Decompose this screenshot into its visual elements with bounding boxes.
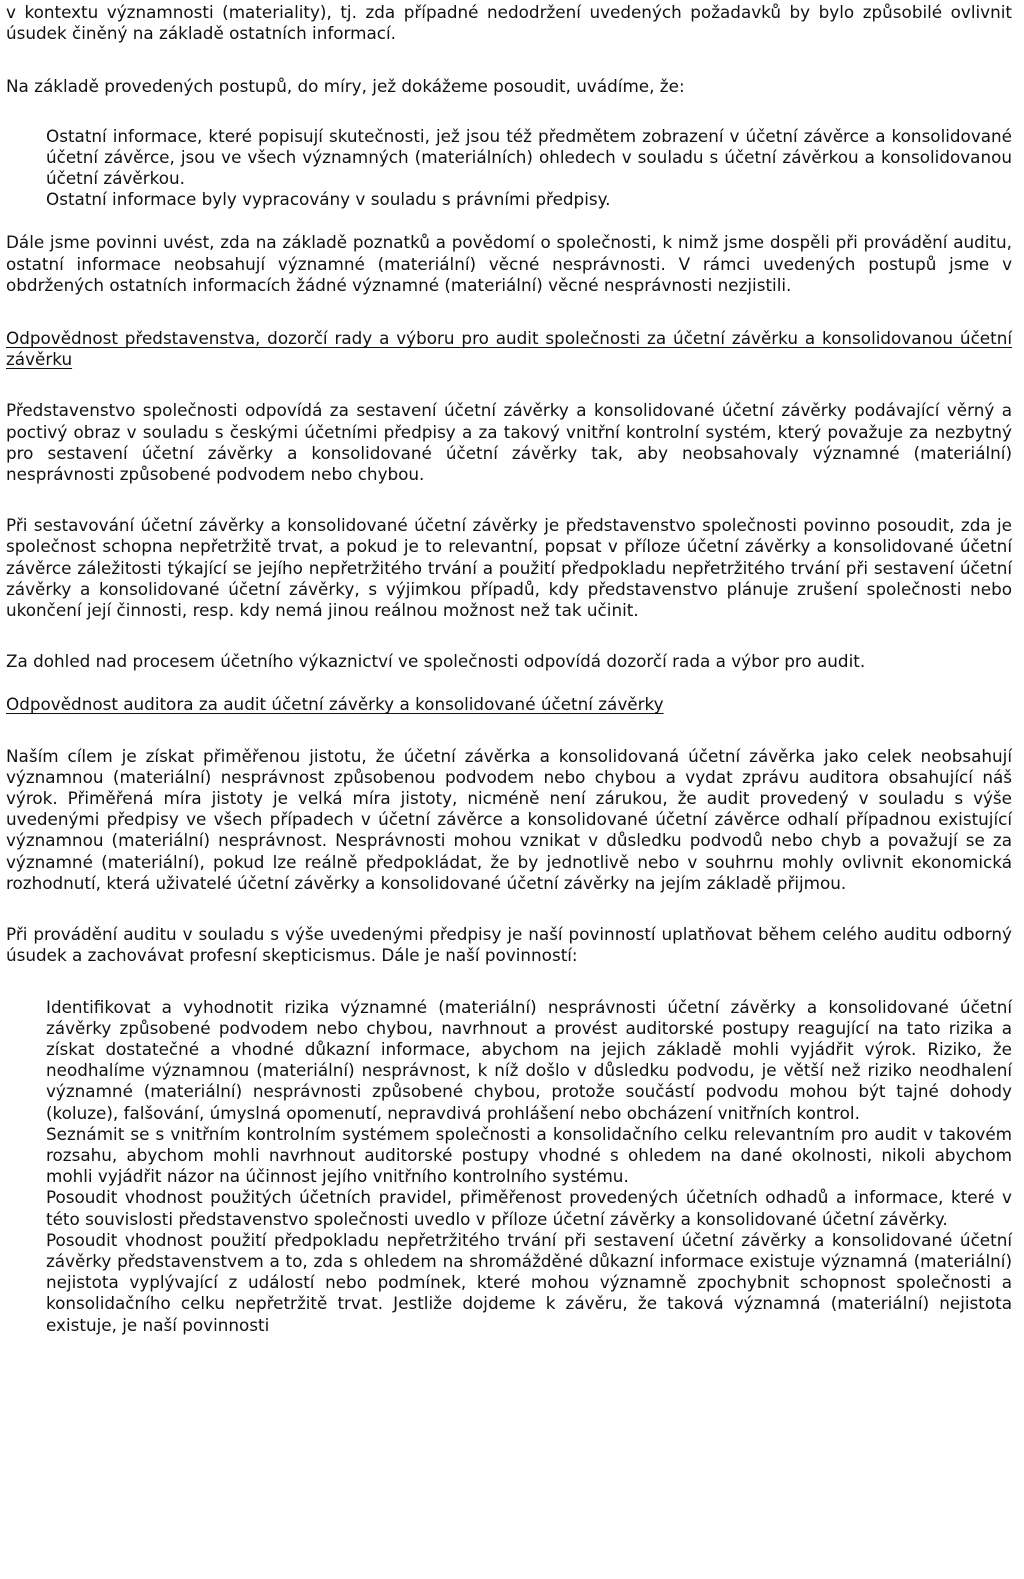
intro-lead-paragraph: Na základě provedených postupů, do míry, jež dokážeme posoudit, uvádíme, že: — [6, 76, 685, 97]
statement-legal-compliance: Ostatní informace byly vypracovány v souladu s právními předpisy. — [46, 189, 611, 210]
list-item: Identifikovat a vyhodnotit rizika významné (materiální) nesprávnosti účetní závěrky a konsolidované účetní závěrky způsobené podvodem nebo chybou, navrhnout a provést auditorské postupy reagující na tato rizika a získat dostatečné a vhodné důkazní informace, abychom na jejich základě mohli vyjádřit výrok. Riziko, že neodhalíme významnou (materiální) nesprávnost, k níž došlo v důsledku podvodu, je větší než riziko neodhalení významné (materiální) nesprávnosti způsobené chybou, protože součástí podvodu mohou být tajné dohody (koluze), falšování, úmyslná opomenutí, nepravdivá prohlášení nebo obcházení vnitřních kontrol. — [46, 996, 1012, 1123]
statement-consistency: Ostatní informace, které popisují skutečnosti, jež jsou též předmětem zobrazení v účetní závěrce a konsolidované účetní závěrce, jsou ve všech významných (materiálních) ohledech v souladu s účetní závěrkou a konsolidovanou účetní závěrkou. — [46, 125, 1012, 189]
auditor-paragraph-objective: Naším cílem je získat přiměřenou jistotu, že účetní závěrka a konsolidovaná účetní závěrka jako celek neobsahují významnou (materiální) nesprávnost způsobenou podvodem nebo chybou a vydat zprávu auditora obsahující náš výrok. Přiměřená míra jistoty je velká míra jistoty, nicméně není zárukou, že audit provedený v souladu s výše uvedenými předpisy ve všech případech v účetní závěrce a konsolidované účetní závěrce odhalí případnou existující významnou (materiální) nesprávnost. Nesprávnosti mohou vznikat v důsledku podvodů nebo chyb a považují se za významné (materiální), pokud lze reálně předpokládat, že by jednotlivě nebo v souhrnu mohly ovlivnit ekonomická rozhodnutí, která uživatelé účetní závěrky a konsolidované účetní závěrky na jejím základě přijmou. — [6, 745, 1012, 893]
board-responsibility-heading: Odpovědnost představenstva, dozorčí rady a výboru pro audit společnosti za účetní závěrku a konsolidovanou účetní závěrku — [6, 328, 1012, 370]
list-item: Posoudit vhodnost použití předpokladu nepřetržitého trvání při sestavení účetní závěrky a konsolidované účetní závěrky představenstvem a to, zda s ohledem na shromážděné důkazní informace existuje významná (materiální) nejistota vyplývající z událostí nebo podmínek, které mohou významně zpochybnit schopnost společnosti a konsolidačního celku nepřetržitě trvat. Jestliže dojdeme k závěru, že taková významná (materiální) nejistota existuje, je naší povinnosti — [46, 1229, 1012, 1335]
list-item: Posoudit vhodnost použitých účetních pravidel, přiměřenost provedených účetních odhadů a informace, které v této souvislosti představenstvo společnosti uvedlo v příloze účetní závěrky a konsolidované účetní závěrky. — [46, 1187, 1012, 1229]
board-paragraph-going-concern: Při sestavování účetní závěrky a konsolidované účetní závěrky je představenstvo společnosti povinno posoudit, zda je společnost schopna nepřetržitě trvat, a pokud je to relevantní, popsat v příloze účetní závěrky a konsolidované účetní závěrce záležitosti týkající se jejího nepřetržitého trvání a použití předpokladu nepřetržitého trvání při sestavení účetní závěrky a konsolidované účetní závěrky, s výjimkou případů, kdy představenstvo plánuje zrušení společnosti nebo ukončení její činnosti, resp. kdy nemá jinou reálnou možnost než tak učinit. — [6, 515, 1012, 621]
duty-paragraph: Dále jsme povinni uvést, zda na základě poznatků a povědomí o společnosti, k nimž jsme dospěli při provádění auditu, ostatní informace neobsahují významné (materiální) věcné nesprávnosti. V rámci uvedených postupů jsme v obdržených ostatních informacích žádné významné (materiální) věcné nesprávnosti nezjistili. — [6, 232, 1012, 295]
auditor-responsibility-heading: Odpovědnost auditora za audit účetní závěrky a konsolidované účetní závěrky — [6, 694, 664, 715]
statements-block — [46, 126, 1012, 211]
intro-carryover-paragraph: v kontextu významnosti (materiality), tj. zda případné nedodržení uvedených požadavků by bylo způsobilé ovlivnit úsudek činěný na základě ostatních informací. — [6, 2, 1012, 44]
list-item: Seznámit se s vnitřním kontrolním systémem společnosti a konsolidačního celku relevantním pro audit v takovém rozsahu, abychom mohli navrhnout auditorské postupy vhodné s ohledem na dané okolnosti, nikoli abychom mohli vyjádřit názor na účinnost jejího vnitřního kontrolního systému. — [46, 1123, 1012, 1187]
document-page — [6, 0, 1012, 1336]
board-paragraph-preparation: Představenstvo společnosti odpovídá za sestavení účetní závěrky a konsolidované účetní závěrky podávající věrný a poctivý obraz v souladu s českými účetními předpisy a za takový vnitřní kontrolní systém, který považuje za nezbytný pro sestavení účetní závěrky a konsolidované účetní závěrky tak, aby neobsahovaly významné (materiální) nesprávnosti způsobené podvodem nebo chybou. — [6, 400, 1012, 485]
board-paragraph-oversight: Za dohled nad procesem účetního výkaznictví ve společnosti odpovídá dozorčí rada a výbor pro audit. — [6, 651, 866, 672]
auditor-duties-list — [6, 997, 1012, 1336]
auditor-paragraph-duties: Při provádění auditu v souladu s výše uvedenými předpisy je naší povinností uplatňovat během celého auditu odborný úsudek a zachovávat profesní skepticismus. Dále je naší povinností: — [6, 924, 1012, 966]
